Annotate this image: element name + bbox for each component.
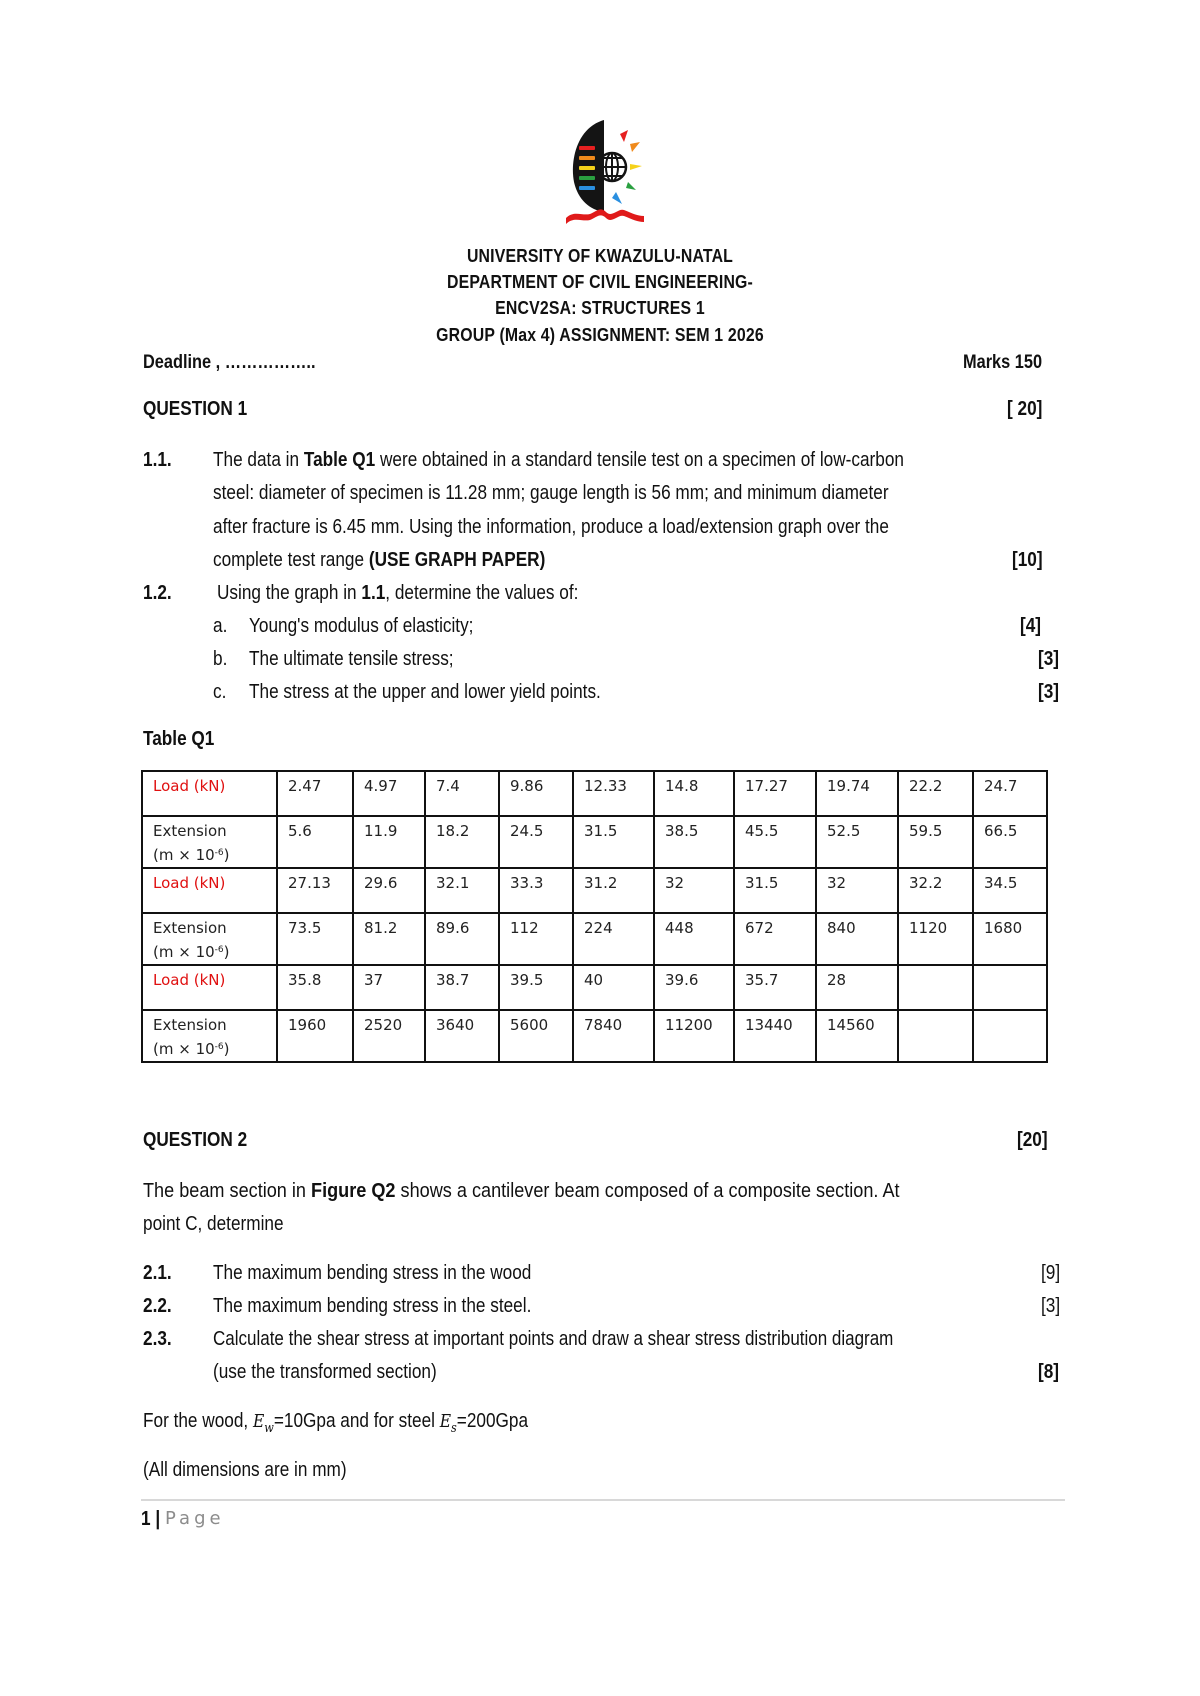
load-value-cell: 24.7 xyxy=(973,771,1047,816)
load-value-cell xyxy=(898,965,973,1010)
load-value-cell: 39.5 xyxy=(499,965,573,1010)
item-1-2-a-text: Young's modulus of elasticity; xyxy=(249,615,474,637)
table-row-load xyxy=(142,965,1047,1010)
extension-value-cell: 840 xyxy=(816,913,898,965)
load-value-cell: 39.6 xyxy=(654,965,734,1010)
item-1-1-number: 1.1. xyxy=(143,449,172,471)
item-1-2-text: Using the graph in 1.1, determine the values of: xyxy=(217,582,579,604)
question-1-title: QUESTION 1 xyxy=(143,398,248,420)
load-value-cell: 32.2 xyxy=(898,868,973,913)
load-value-cell: 12.33 xyxy=(573,771,654,816)
item-1-2-number: 1.2. xyxy=(143,582,172,604)
table-row-load xyxy=(142,771,1047,816)
university-logo xyxy=(566,112,646,228)
item-1-2-b-marks: [3] xyxy=(1038,648,1060,670)
table-q1-title: Table Q1 xyxy=(143,728,215,750)
extension-value-cell: 89.6 xyxy=(425,913,499,965)
extension-label-cell xyxy=(142,1010,277,1062)
load-value-cell xyxy=(973,965,1047,1010)
table-q1 xyxy=(141,770,1048,1063)
load-value-cell: 31.5 xyxy=(734,868,816,913)
extension-value-cell: 7840 xyxy=(573,1010,654,1062)
extension-value-cell: 14560 xyxy=(816,1010,898,1062)
item-2-1-number: 2.1. xyxy=(143,1262,172,1284)
page-number: 1 | xyxy=(141,1508,161,1530)
extension-value-cell: 672 xyxy=(734,913,816,965)
item-1-1-line1: The data in Table Q1 were obtained in a standard tensile test on a specimen of low-carbon xyxy=(213,449,904,471)
extension-value-cell: 31.5 xyxy=(573,816,654,868)
item-1-2-c-letter: c. xyxy=(213,681,227,703)
question-2-marks: [20] xyxy=(1017,1129,1048,1151)
extension-value-cell: 24.5 xyxy=(499,816,573,868)
extension-value-cell: 112 xyxy=(499,913,573,965)
load-value-cell: 19.74 xyxy=(816,771,898,816)
extension-value-cell: 81.2 xyxy=(353,913,425,965)
item-2-2-text: The maximum bending stress in the steel. xyxy=(213,1295,532,1317)
load-label-cell: Load (kN) xyxy=(142,868,277,913)
footer-divider xyxy=(141,1499,1065,1501)
extension-value-cell: 18.2 xyxy=(425,816,499,868)
load-value-cell: 27.13 xyxy=(277,868,353,913)
load-value-cell: 14.8 xyxy=(654,771,734,816)
load-value-cell: 40 xyxy=(573,965,654,1010)
item-2-2-marks: [3] xyxy=(1041,1295,1061,1317)
dimensions-note: (All dimensions are in mm) xyxy=(143,1459,347,1481)
table-row-extension xyxy=(142,913,1047,965)
extension-value-cell: 59.5 xyxy=(898,816,973,868)
extension-value-cell: 13440 xyxy=(734,1010,816,1062)
item-1-1-marks: [10] xyxy=(1012,549,1043,571)
extension-value-cell: 45.5 xyxy=(734,816,816,868)
extension-value-cell: 1680 xyxy=(973,913,1047,965)
extension-value-cell: 2520 xyxy=(353,1010,425,1062)
department-name: DEPARTMENT OF CIVIL ENGINEERING- xyxy=(446,272,754,292)
load-label-cell: Load (kN) xyxy=(142,771,277,816)
item-2-1-text: The maximum bending stress in the wood xyxy=(213,1262,532,1284)
item-2-3-text2: (use the transformed section) xyxy=(213,1361,437,1383)
load-value-cell: 28 xyxy=(816,965,898,1010)
load-value-cell: 32.1 xyxy=(425,868,499,913)
item-1-1-line2: steel: diameter of specimen is 11.28 mm; gauge length is 56 mm; and minimum diameter xyxy=(213,482,889,504)
extension-label-cell xyxy=(142,816,277,868)
extension-value-cell: 38.5 xyxy=(654,816,734,868)
item-1-2-b-letter: b. xyxy=(213,648,228,670)
load-value-cell: 4.97 xyxy=(353,771,425,816)
extension-value-cell: 11.9 xyxy=(353,816,425,868)
load-value-cell: 32 xyxy=(654,868,734,913)
extension-label: Extension xyxy=(153,919,227,937)
total-marks: Marks 150 xyxy=(963,352,1043,373)
item-2-3-text: Calculate the shear stress at important points and draw a shear stress distribution diagram xyxy=(213,1328,894,1350)
moduli-line: For the wood, $E_w=10Gpa$ and for steel $E_s=200Gpa$ xyxy=(143,1410,529,1436)
extension-value-cell: 3640 xyxy=(425,1010,499,1062)
assignment-title: GROUP (Max 4) ASSIGNMENT: SEM 1 2026 xyxy=(436,325,764,345)
load-value-cell: 34.5 xyxy=(973,868,1047,913)
item-2-1-marks: [9] xyxy=(1041,1262,1061,1284)
extension-value-cell: 5.6 xyxy=(277,816,353,868)
load-value-cell: 33.3 xyxy=(499,868,573,913)
load-value-cell: 31.2 xyxy=(573,868,654,913)
load-value-cell: 35.7 xyxy=(734,965,816,1010)
extension-value-cell: 1120 xyxy=(898,913,973,965)
university-name: UNIVERSITY OF KWAZULU-NATAL xyxy=(466,246,734,266)
load-value-cell: 29.6 xyxy=(353,868,425,913)
item-1-2-a-marks: [4] xyxy=(1020,615,1042,637)
load-value-cell: 38.7 xyxy=(425,965,499,1010)
extension-unit: $(m \times 10^{-6})$ xyxy=(153,943,230,961)
deadline-row xyxy=(143,352,344,374)
item-2-3-number: 2.3. xyxy=(143,1328,172,1350)
extension-unit: $(m \times 10^{-6})$ xyxy=(153,846,230,864)
extension-value-cell xyxy=(973,1010,1047,1062)
load-value-cell: 35.8 xyxy=(277,965,353,1010)
item-1-2-b-text: The ultimate tensile stress; xyxy=(249,648,454,670)
extension-value-cell: 5600 xyxy=(499,1010,573,1062)
extension-value-cell: 73.5 xyxy=(277,913,353,965)
load-value-cell: 32 xyxy=(816,868,898,913)
load-value-cell: 37 xyxy=(353,965,425,1010)
course-code: ENCV2SA: STRUCTURES 1 xyxy=(495,298,705,318)
item-2-3-marks: [8] xyxy=(1038,1361,1060,1383)
item-1-1-line4: complete test range (USE GRAPH PAPER) xyxy=(213,549,546,571)
extension-label: Extension xyxy=(153,1016,227,1034)
extension-label: Extension xyxy=(153,822,227,840)
deadline-label: Deadline , xyxy=(143,352,221,373)
extension-value-cell: 66.5 xyxy=(973,816,1047,868)
item-2-2-number: 2.2. xyxy=(143,1295,172,1317)
extension-value-cell: 1960 xyxy=(277,1010,353,1062)
item-1-2-c-text: The stress at the upper and lower yield points. xyxy=(249,681,601,703)
load-value-cell: 17.27 xyxy=(734,771,816,816)
table-row-load xyxy=(142,868,1047,913)
load-label-cell: Load (kN) xyxy=(142,965,277,1010)
table-row-extension xyxy=(142,816,1047,868)
load-value-cell: 22.2 xyxy=(898,771,973,816)
item-1-2-a-letter: a. xyxy=(213,615,228,637)
extension-unit: $(m \times 10^{-6})$ xyxy=(153,1040,230,1058)
question-1-marks: [ 20] xyxy=(1007,398,1043,420)
item-1-1-line3: after fracture is 6.45 mm. Using the information, produce a load/extension graph over the xyxy=(213,516,889,538)
deadline-value: …………….. xyxy=(224,352,316,373)
load-value-cell: 9.86 xyxy=(499,771,573,816)
question-2-title: QUESTION 2 xyxy=(143,1129,248,1151)
extension-value-cell: 11200 xyxy=(654,1010,734,1062)
table-row-extension xyxy=(142,1010,1047,1062)
q2-intro-line1: The beam section in Figure Q2 shows a cantilever beam composed of a composite section. At xyxy=(143,1180,900,1202)
extension-value-cell: 52.5 xyxy=(816,816,898,868)
load-value-cell: 2.47 xyxy=(277,771,353,816)
q2-intro-line2: point C, determine xyxy=(143,1213,284,1235)
extension-label-cell xyxy=(142,913,277,965)
page-label: Page xyxy=(165,1508,225,1529)
extension-value-cell: 448 xyxy=(654,913,734,965)
extension-value-cell xyxy=(898,1010,973,1062)
load-value-cell: 7.4 xyxy=(425,771,499,816)
extension-value-cell: 224 xyxy=(573,913,654,965)
item-1-2-c-marks: [3] xyxy=(1038,681,1060,703)
